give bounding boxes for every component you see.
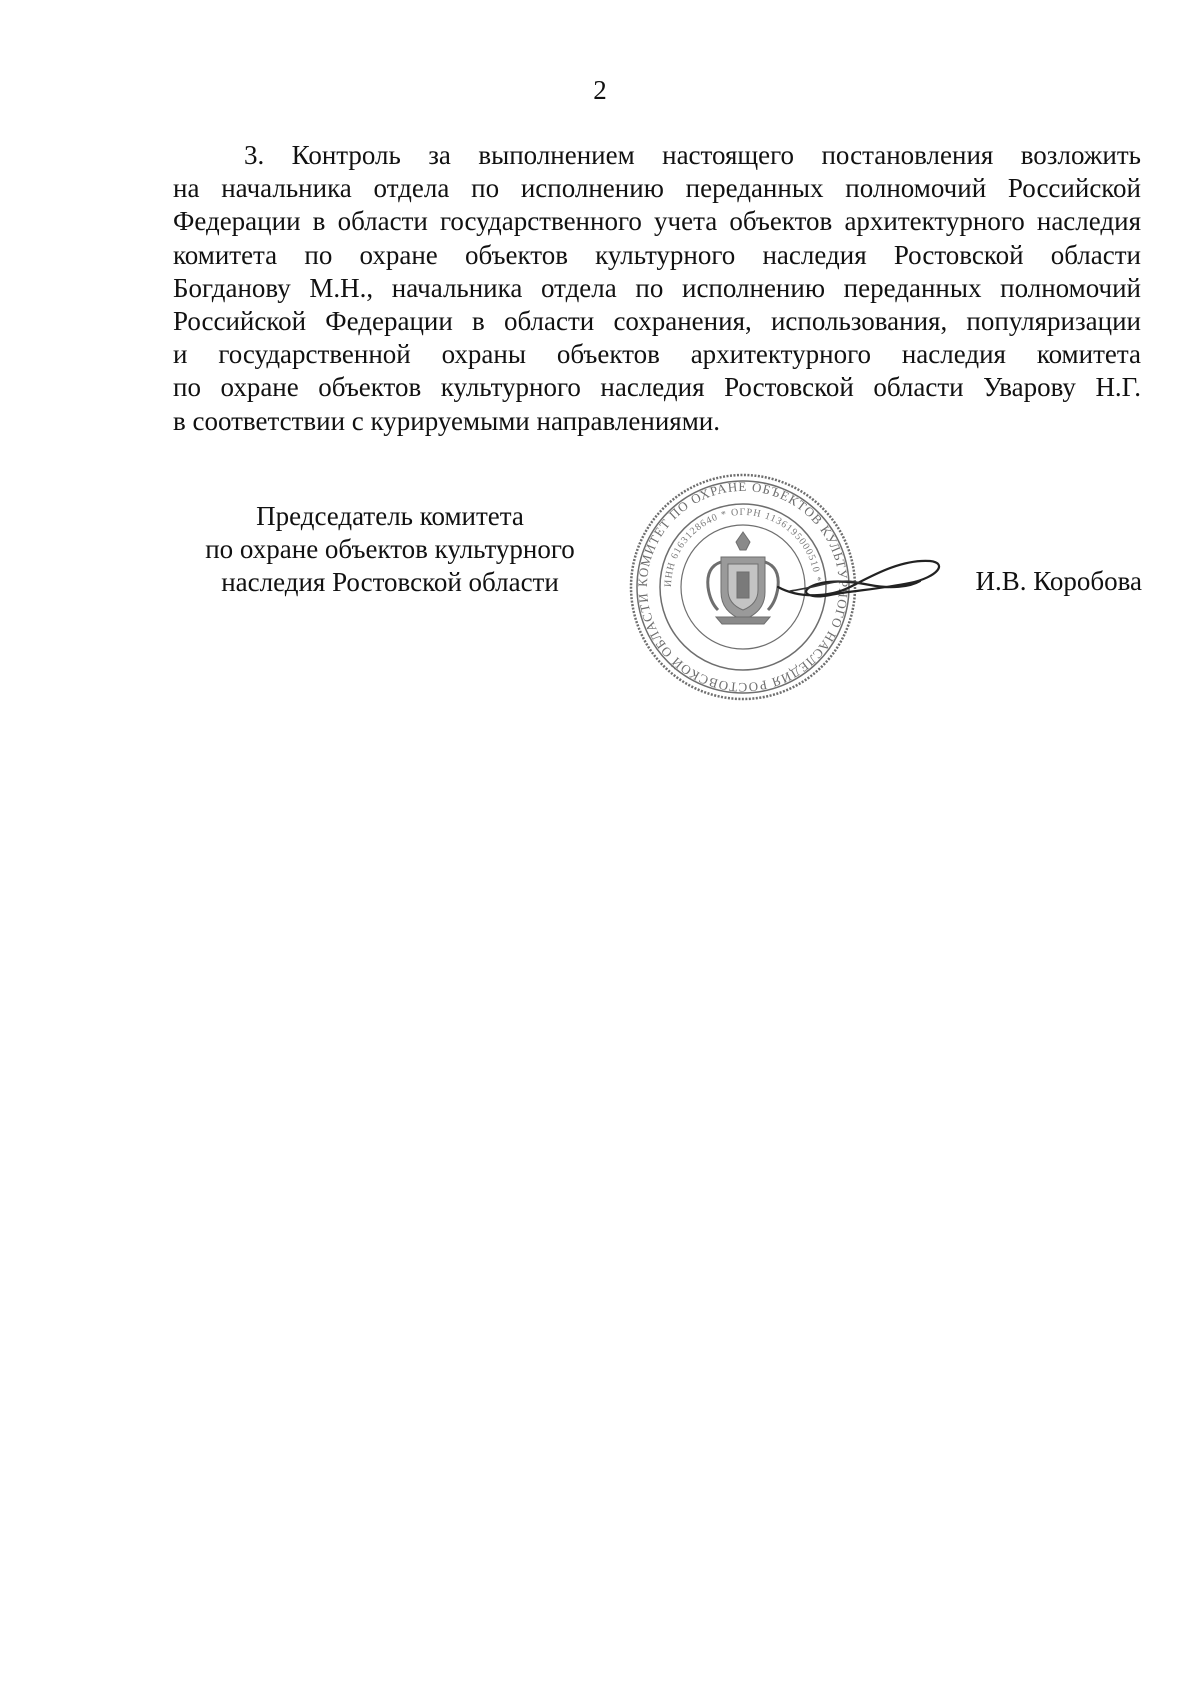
paragraph-line: 3. Контроль за выполнением настоящего постановления возложить <box>244 140 1141 170</box>
paragraph-line: Федерации в области государственного учета объектов архитектурного наследия <box>173 206 1141 237</box>
seal-outer-text: КОМИТЕТ ПО ОХРАНЕ ОБЪЕКТОВ КУЛЬТУРНОГО НАСЛЕДИЯ РОСТОВСКОЙ ОБЛАСТИ <box>634 478 852 696</box>
coat-of-arms-icon <box>708 532 778 624</box>
paragraph-line: на начальника отдела по исполнению переданных полномочий Российской <box>173 173 1141 204</box>
signatory-title-line: Председатель комитета <box>256 501 524 531</box>
page-number: 2 <box>593 75 607 105</box>
signatory-title <box>170 500 610 599</box>
body-paragraph <box>173 139 1141 438</box>
paragraph-line: Российской Федерации в области сохранения, использования, популяризации <box>173 306 1141 337</box>
paragraph-line: комитета по охране объектов культурного наследия Ростовской области <box>173 239 1141 270</box>
paragraph-line: в соответствии с курируемыми направлениями. <box>173 405 720 436</box>
signatory-name: И.В. Коробова <box>975 566 1142 596</box>
paragraph-line: и государственной охраны объектов архитектурного наследия комитета <box>173 339 1141 370</box>
paragraph-line: Богданову М.Н., начальника отдела по исполнению переданных полномочий <box>173 272 1141 303</box>
signatory-title-line: по охране объектов культурного <box>205 534 575 564</box>
signatory-title-line: наследия Ростовской области <box>221 567 559 597</box>
paragraph-line: по охране объектов культурного наследия Ростовской области Уварову Н.Г. <box>173 372 1141 403</box>
seal-inner-text: ИНН 6163128640 * ОГРН 1136195000510 * <box>662 506 823 588</box>
